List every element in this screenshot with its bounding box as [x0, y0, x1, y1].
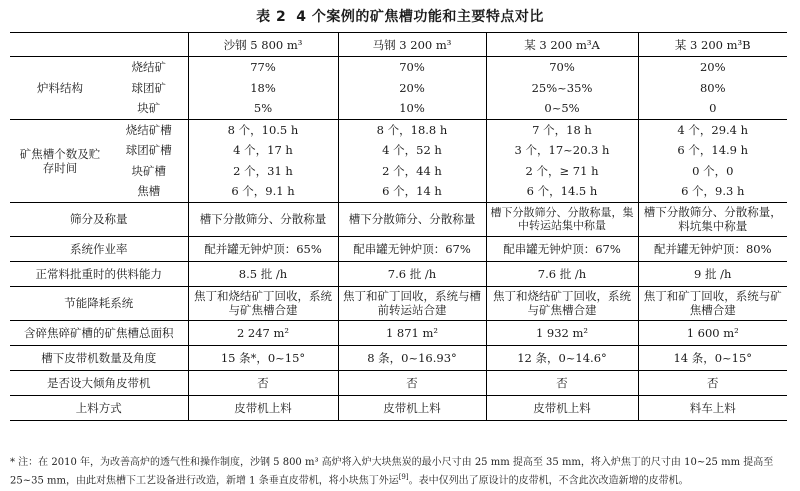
- table-cell: 槽下分散筛分、分散称量，集中转运站集中称量: [486, 202, 638, 236]
- table-row: [10, 345, 787, 370]
- table-cell: 否: [338, 370, 486, 395]
- table-cell: 80%: [638, 78, 787, 99]
- table-cell: 焦丁和矿丁回收，系统与矿焦槽合建: [638, 286, 787, 320]
- table-cell: 槽下分散筛分、分散称量: [188, 202, 338, 236]
- table-cell: 6 个，14.9 h: [638, 140, 787, 161]
- table-cell: 7.6 批 /h: [338, 261, 486, 286]
- group-label: 炉料结构: [10, 57, 110, 120]
- row-label: 块矿槽: [131, 163, 166, 178]
- row-label: 是否设大倾角皮带机: [10, 370, 188, 395]
- footnote-reference: [9]: [398, 473, 409, 481]
- row-label: 球团矿槽: [125, 143, 172, 158]
- table-title: [0, 6, 800, 26]
- row-label: 烧结矿: [131, 60, 166, 75]
- row-label: 焦槽: [110, 181, 188, 202]
- table-cell: 配串罐无钟炉顶：67%: [338, 236, 486, 261]
- row-label: 系统作业率: [10, 236, 188, 261]
- table-cell: 7.6 批 /h: [486, 261, 638, 286]
- table-cell: 1 871 m²: [338, 320, 486, 345]
- table-row: [10, 261, 787, 286]
- table-cell: 3 个，17~20.3 h: [486, 140, 638, 161]
- table-footnote: [10, 456, 787, 488]
- comparison-table: [10, 32, 787, 421]
- table-cell: 6 个，9.3 h: [638, 181, 787, 202]
- table-row: [10, 202, 787, 236]
- column-header: 某 3 200 m³B: [638, 33, 787, 57]
- table-cell: 皮带机上料: [188, 395, 338, 420]
- table-cell: 1 600 m²: [638, 320, 787, 345]
- table-number: 表 2: [256, 9, 287, 25]
- table-cell: 6 个，14 h: [338, 181, 486, 202]
- table-cell: 18%: [188, 78, 338, 99]
- table-cell: 9 批 /h: [638, 261, 787, 286]
- table-row: [10, 78, 787, 99]
- table-cell: 1 932 m²: [486, 320, 638, 345]
- table-row: [10, 119, 787, 140]
- row-label: 槽下皮带机数量及角度: [10, 345, 188, 370]
- column-header: 马钢 3 200 m³: [338, 33, 486, 57]
- footnote-text: * 注：在 2010 年，为改善高炉的透气性和操作制度，沙钢 5 800 m³ 高炉将入炉大块焦炭的最小尺寸由 25 mm 提高至 35 mm，将入炉焦丁的尺寸由 10~25 mm 提高至 25~35 mm，由此对焦槽下工艺设备进行改造，新增 1 条垂直皮带机，将小块焦丁外运: [10, 457, 774, 487]
- table-cell: 14 条，0~15°: [638, 345, 787, 370]
- table-row: [10, 236, 787, 261]
- table-cell: 槽下分散筛分、分散称量，料坑集中称量: [638, 202, 787, 236]
- table-row: [10, 140, 787, 161]
- table-cell: 8.5 批 /h: [188, 261, 338, 286]
- row-label: 节能降耗系统: [10, 286, 188, 320]
- table-cell: 20%: [338, 78, 486, 99]
- table-cell: 5%: [188, 98, 338, 119]
- table-cell: 77%: [188, 57, 338, 78]
- table-row: [10, 286, 787, 320]
- table-cell: 15 条*，0~15°: [188, 345, 338, 370]
- table-cell: 6 个，14.5 h: [486, 181, 638, 202]
- table-cell: 2 个，≥ 71 h: [486, 161, 638, 182]
- row-label: 块矿: [110, 98, 188, 119]
- table-row: [10, 161, 787, 182]
- table-cell: 4 个，29.4 h: [638, 119, 787, 140]
- table-cell: 0: [638, 98, 787, 119]
- table-cell: 6 个，9.1 h: [188, 181, 338, 202]
- footnote-tail: 。表中仅列出了原设计的皮带机，不含此次改造新增的皮带机。: [408, 475, 689, 487]
- table-cell: 2 247 m²: [188, 320, 338, 345]
- table-row: [10, 98, 787, 119]
- table-cell: 25%~35%: [486, 78, 638, 99]
- table-row: [10, 370, 787, 395]
- table-cell: 配并罐无钟炉顶：80%: [638, 236, 787, 261]
- table-cell: 2 个，44 h: [338, 161, 486, 182]
- table-cell: 焦丁和烧结矿丁回收，系统与矿焦槽合建: [486, 286, 638, 320]
- table-cell: 皮带机上料: [338, 395, 486, 420]
- table-cell: 4 个，17 h: [188, 140, 338, 161]
- row-label: 上料方式: [10, 395, 188, 420]
- table-row: [10, 57, 787, 78]
- table-cell: 0 个，0: [638, 161, 787, 182]
- table-cell: 否: [188, 370, 338, 395]
- table-cell: 皮带机上料: [486, 395, 638, 420]
- table-cell: 4 个，52 h: [338, 140, 486, 161]
- column-header: 沙钢 5 800 m³: [188, 33, 338, 57]
- table-cell: 配串罐无钟炉顶：67%: [486, 236, 638, 261]
- table-cell: 焦丁和烧结矿丁回收，系统与矿焦槽合建: [188, 286, 338, 320]
- row-label: 筛分及称量: [10, 202, 188, 236]
- row-label: 球团矿: [131, 80, 166, 95]
- table-cell: 10%: [338, 98, 486, 119]
- table-cell: 20%: [638, 57, 787, 78]
- table-row: [10, 320, 787, 345]
- table-cell: 2 个，31 h: [188, 161, 338, 182]
- table-cell: 7 个，18 h: [486, 119, 638, 140]
- table-cell: 否: [486, 370, 638, 395]
- table-cell: 焦丁和矿丁回收，系统与槽前转运站合建: [338, 286, 486, 320]
- table-row: [10, 181, 787, 202]
- table-caption: 4 个案例的矿焦槽功能和主要特点对比: [296, 9, 544, 25]
- table-cell: 否: [638, 370, 787, 395]
- row-label: 正常料批重时的供料能力: [10, 261, 188, 286]
- header-corner: [10, 33, 188, 57]
- group-label: 矿焦槽个数及贮存时间: [10, 119, 110, 202]
- row-label: 含碎焦碎矿槽的矿焦槽总面积: [10, 320, 188, 345]
- table-cell: 8 条，0~16.93°: [338, 345, 486, 370]
- column-header: 某 3 200 m³A: [486, 33, 638, 57]
- table-cell: 8 个，18.8 h: [338, 119, 486, 140]
- row-label: 烧结矿槽: [125, 122, 172, 137]
- header-row: [10, 33, 787, 57]
- table-cell: 12 条，0~14.6°: [486, 345, 638, 370]
- table-cell: 配并罐无钟炉顶：65%: [188, 236, 338, 261]
- table-row: [10, 395, 787, 420]
- table-cell: 70%: [338, 57, 486, 78]
- table-cell: 槽下分散筛分、分散称量: [338, 202, 486, 236]
- table-cell: 70%: [486, 57, 638, 78]
- table-cell: 0~5%: [486, 98, 638, 119]
- table-cell: 料车上料: [638, 395, 787, 420]
- table-cell: 8 个，10.5 h: [188, 119, 338, 140]
